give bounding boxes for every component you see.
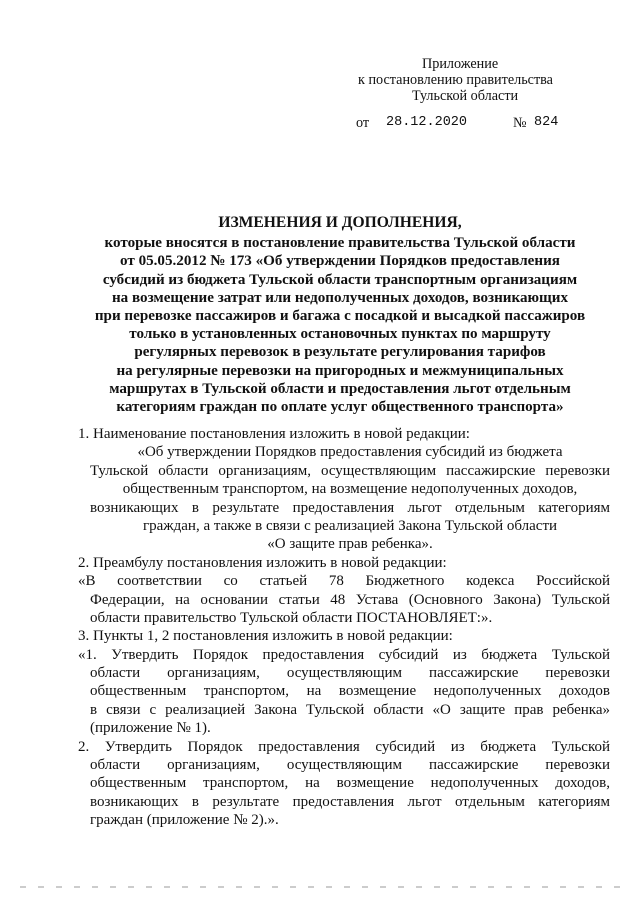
quote-line: «В соответствии со статьей 78 Бюджетного кодекса Российской bbox=[78, 573, 610, 590]
document-number: 824 bbox=[534, 115, 559, 130]
quote-line: граждан, а также в связи с реализацией Закона Тульской области bbox=[142, 517, 558, 534]
quote-line: общественным транспортом, на возмещение недополученных доходов, bbox=[122, 481, 578, 498]
quote-line: возникающих в результате предоставления льгот отдельным категориям bbox=[90, 499, 610, 516]
quote-line: в связи с реализацией Закона Тульской области «О защите прав ребенка» bbox=[90, 701, 610, 718]
from-label: от bbox=[356, 115, 370, 131]
quote-line: общественным транспортом, на возмещение недополученных доходов bbox=[90, 683, 610, 700]
title-line: регулярных перевозок в результате регулирования тарифов bbox=[134, 344, 546, 361]
quote-line: граждан (приложение № 2).». bbox=[90, 812, 279, 829]
quote-line: Федерации, на основании статьи 48 Устава (Основного Закона) Тульской bbox=[90, 591, 610, 608]
quote-line: «Об утверждении Порядков предоставления субсидий из бюджета bbox=[137, 444, 563, 461]
document-body bbox=[78, 425, 610, 830]
number-label: № bbox=[513, 115, 527, 131]
quote-line: общественным транспортом, на возмещение недополученных доходов, bbox=[90, 775, 610, 792]
quote-line: Тульской области организациям, осуществляющим пассажирские перевозки bbox=[90, 462, 610, 479]
quote-line: (приложение № 1). bbox=[90, 720, 211, 737]
quote-line: области правительство Тульской области ПОСТАНОВЛЯЕТ:». bbox=[90, 609, 493, 626]
paragraph-2: 2. Преамбулу постановления изложить в новой редакции: bbox=[78, 554, 447, 571]
appendix-line-1: Приложение bbox=[422, 56, 499, 72]
paragraph-3: 3. Пункты 1, 2 постановления изложить в новой редакции: bbox=[78, 628, 453, 645]
title-line: субсидий из бюджета Тульской области транспортным организациям bbox=[102, 271, 578, 288]
document-date: 28.12.2020 bbox=[386, 115, 468, 130]
appendix-header bbox=[358, 56, 553, 104]
document-reference bbox=[356, 115, 559, 132]
appendix-line-3: Тульской области bbox=[412, 88, 519, 104]
title-line: на регулярные перевозки на пригородных и межмуниципальных bbox=[116, 362, 564, 379]
title-line: только в установленных остановочных пунктах по маршруту bbox=[129, 326, 551, 343]
title-line: при перевозке пассажиров и багажа с посадкой и высадкой пассажиров bbox=[94, 308, 586, 325]
quote-line: области организациям, осуществляющим пассажирские перевозки bbox=[90, 757, 610, 774]
title-line: от 05.05.2012 № 173 «Об утверждении Порядков предоставления bbox=[120, 253, 560, 270]
scan-artifact-line bbox=[0, 884, 640, 890]
title-line: которые вносятся в постановление правительства Тульской области bbox=[104, 235, 576, 252]
title-line: на возмещение затрат или недополученных доходов, возникающих bbox=[111, 289, 569, 306]
quote-line: «О защите прав ребенка». bbox=[267, 536, 433, 553]
quote-line: возникающих в результате предоставления льгот отдельным категориям bbox=[90, 793, 610, 810]
appendix-line-2: к постановлению правительства bbox=[358, 72, 553, 88]
document-title bbox=[60, 214, 620, 416]
quote-line: «1. Утвердить Порядок предоставления субсидий из бюджета Тульской bbox=[78, 646, 610, 663]
quote-line: области организациям, осуществляющим пассажирские перевозки bbox=[90, 665, 610, 682]
paragraph-1: 1. Наименование постановления изложить в новой редакции: bbox=[78, 426, 470, 442]
title-heading: ИЗМЕНЕНИЯ И ДОПОЛНЕНИЯ, bbox=[218, 214, 462, 231]
title-line: маршрутах в Тульской области и предоставления льгот отдельным bbox=[109, 380, 571, 397]
title-line: категориям граждан по оплате услуг общественного транспорта» bbox=[116, 399, 564, 416]
quote-line: 2. Утвердить Порядок предоставления субсидий из бюджета Тульской bbox=[78, 738, 610, 755]
